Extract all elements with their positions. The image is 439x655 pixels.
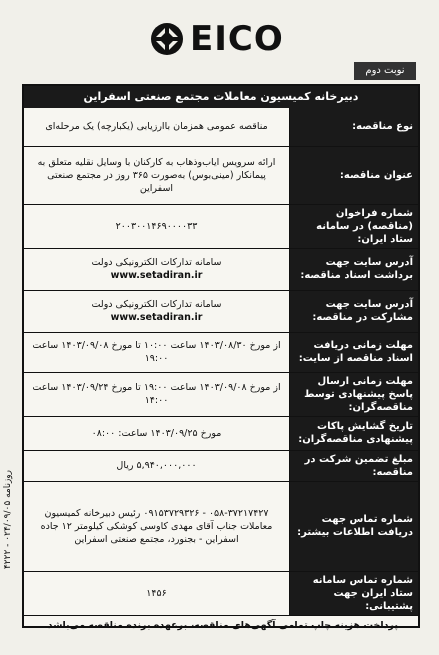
table-row	[24, 481, 418, 571]
header	[0, 0, 439, 82]
row-value-text: مناقصه عمومی همزمان باارزیابی (یکبارچه) یک مرحله‌ای	[45, 121, 268, 133]
row-value-text: سامانه تدارکات الکترونیکی دولت	[91, 257, 222, 268]
row-value-text: از مورخ ۱۴۰۳/۰۹/۰۸ ساعت ۱۹:۰۰ تا مورخ ۱۴۰۳/۰۹/۲۴ ساعت ۱۴:۰۰	[32, 382, 281, 406]
table-row	[24, 372, 418, 416]
row-value	[24, 372, 290, 416]
row-value	[24, 248, 290, 290]
eico-emblem-icon	[150, 22, 184, 56]
table-row	[24, 571, 418, 615]
row-value-text: از مورخ ۱۴۰۳/۰۸/۳۰ ساعت ۱۰:۰۰ تا مورخ ۱۴۰۳/۰۹/۰۸ ساعت ۱۹:۰۰	[32, 340, 281, 364]
row-label: آدرس سایت جهت برداشت اسناد مناقصه:	[290, 248, 419, 290]
row-value	[24, 290, 290, 332]
row-label: مهلت زمانی دریافت اسناد مناقصه از سایت:	[290, 332, 419, 372]
round-badge: نوبت دوم	[354, 62, 416, 80]
website-link[interactable]: www.setadiran.ir	[110, 270, 203, 281]
row-label: نوع مناقصه:	[290, 108, 419, 146]
tender-notice	[22, 84, 420, 631]
row-value	[24, 332, 290, 372]
table-row	[24, 332, 418, 372]
row-value-text: ارائه سرویس ایاب‌وذهاب به کارکنان با وسایل نقلیه متعلق به پیمانکار (مینی‌بوس) به‌صورت ۳۶۵ روز در مجتمع صنعتی اسفراین	[37, 156, 276, 194]
row-value-text: ۱۴۵۶	[146, 587, 167, 599]
table-row	[24, 290, 418, 332]
row-label: شماره فراخوان (مناقصه) در سامانه ستاد ایران:	[290, 204, 419, 248]
table-row	[24, 450, 418, 481]
row-label: عنوان مناقصه:	[290, 146, 419, 204]
row-value-text: ۵,۹۴۰,۰۰۰,۰۰۰ ریال	[116, 460, 197, 471]
row-label: شماره تماس سامانه ستاد ایران جهت پشتیبانی:	[290, 571, 419, 615]
newspaper-side-strip	[2, 470, 16, 650]
table-row	[24, 416, 418, 450]
row-value-text: سامانه تدارکات الکترونیکی دولت	[91, 299, 222, 310]
row-label: شماره تماس جهت دریافت اطلاعات بیشتر:	[290, 481, 419, 571]
eico-logo	[150, 19, 284, 59]
row-value	[24, 450, 290, 481]
website-link[interactable]: www.setadiran.ir	[110, 312, 203, 323]
row-label: مهلت زمانی ارسال پاسخ پیشنهادی توسط مناقصه‌گران:	[290, 372, 419, 416]
notice-footer: پرداخت هزینه چاپ تمامی آگهی‌های مناقصه، برعهده برنده مناقصه می‌باشد.	[44, 619, 398, 631]
row-value-text: مورخ ۱۴۰۳/۰۹/۲۵ ساعت: ۰۸:۰۰	[91, 427, 222, 439]
row-value	[24, 416, 290, 450]
row-value	[24, 481, 290, 571]
row-value	[24, 108, 290, 146]
table-row	[24, 248, 418, 290]
table-row	[24, 204, 418, 248]
row-value	[24, 571, 290, 615]
row-label: آدرس سایت جهت مشارکت در مناقصه:	[290, 290, 419, 332]
row-value	[24, 204, 290, 248]
row-label: تاریخ گشایش پاکات پیشنهادی مناقصه‌گران:	[290, 416, 419, 450]
row-value	[24, 146, 290, 204]
table-row	[24, 108, 418, 146]
row-label: مبلغ تضمین شرکت در مناقصه:	[290, 450, 419, 481]
notice-title: دبیرخانه کمیسیون معاملات مجتمع صنعتی اسفراین	[24, 86, 418, 108]
side-strip-text: روزنامه ۰۲۴/۰۹/۰۵ - ۴۲۲۲	[3, 470, 13, 570]
tender-table	[24, 108, 418, 616]
row-value-text: ۲۰۰۳۰۰۱۴۶۹۰۰۰۰۳۳	[115, 220, 198, 232]
logo-text: EICO	[190, 19, 284, 59]
row-value-text: ۰۵۸-۳۷۲۱۷۴۲۷ - ۰۹۱۵۳۷۲۹۳۲۶ رئیس دبیرخانه کمیسیون معاملات جناب آقای مهدی کاوسی کوشکی کیلومتر ۱۲ جاده اسفراین - بجنورد، مجتمع صنعتی اسفراین	[40, 507, 273, 545]
table-row	[24, 146, 418, 204]
